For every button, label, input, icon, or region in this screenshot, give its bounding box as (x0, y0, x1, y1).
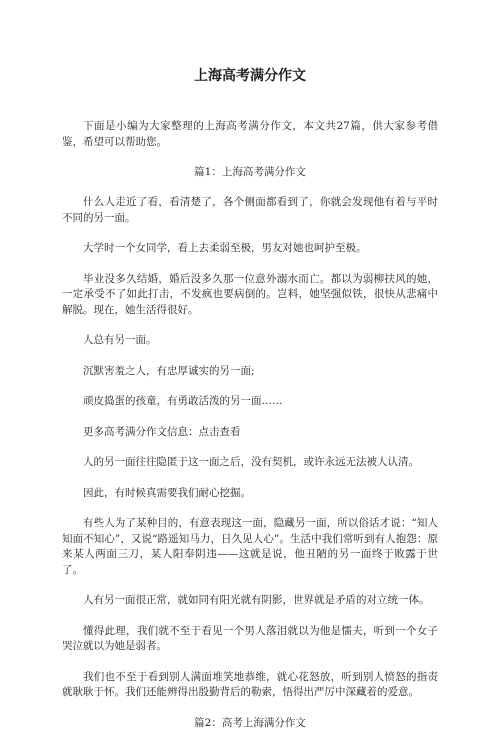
body-paragraph: 因此，有时候真需要我们耐心挖掘。 (83, 486, 251, 499)
section-heading: 篇1：上海高考满分作文 (194, 166, 306, 178)
body-paragraph: 毕业没多久结婚，婚后没多久那一位意外溺水而亡。都以为弱柳扶风的她，一定承受不了如此打击，不发疯也要病倒的。岂料，她坚强似铁，很快从悲痛中解脱。现在，她生活得很好。 (62, 272, 438, 316)
body-paragraph: 我们也不至于看到别人满面堆笑地恭维，就心花怒放，听到别人愤怒的指责就耿耿于怀。我们还能辨得出殷勤背后的勒索，悟得出严厉中深藏着的爱意。 (62, 670, 438, 698)
intro-paragraph: 下面是小编为大家整理的上海高考满分作文，本文共27篇，供大家参考借鉴，希望可以帮助您。 (62, 120, 438, 148)
body-paragraph: 懂得此理，我们就不至于看见一个男人落泪就以为他是懦夫，听到一个女子哭泣就以为她是弱者。 (62, 624, 438, 652)
more-info-link[interactable]: 更多高考满分作文信息：点击查看 (83, 425, 241, 438)
body-paragraph: 人有另一面很正常，就如同有阳光就有阴影，世界就是矛盾的对立统一体。 (83, 594, 430, 606)
body-paragraph: 顽皮捣蛋的孩童，有勇敢活泼的另一面…… (83, 395, 283, 407)
body-paragraph: 人的另一面往往隐匿于这一面之后，没有契机，或许永远无法被人认清。 (83, 456, 419, 468)
body-paragraph: 什么人走近了看，看清楚了，各个侧面都看到了，你就会发现他有着与平时不同的另一面。 (62, 196, 438, 224)
body-paragraph: 沉默害羞之人，有忠厚诚实的另一面; (83, 364, 255, 377)
body-paragraph: 大学时一个女同学，看上去柔弱至极，男友对她也呵护至极。 (83, 242, 367, 254)
section-heading: 篇2：高考上海满分作文 (194, 716, 306, 729)
body-paragraph: 有些人为了某种目的，有意表现这一面，隐藏另一面，所以俗话才说：“知人知面不知心”，又说“路遥知马力，日久见人心”。生活中我们常听到有人抱怨：原来某人两面三刀，某人阳奉阴违——这就是说，他丑陋的另一面终于败露于世了。 (62, 517, 438, 576)
body-paragraph: 人总有另一面。 (83, 334, 157, 346)
document-title: 上海高考满分作文 (194, 68, 306, 84)
